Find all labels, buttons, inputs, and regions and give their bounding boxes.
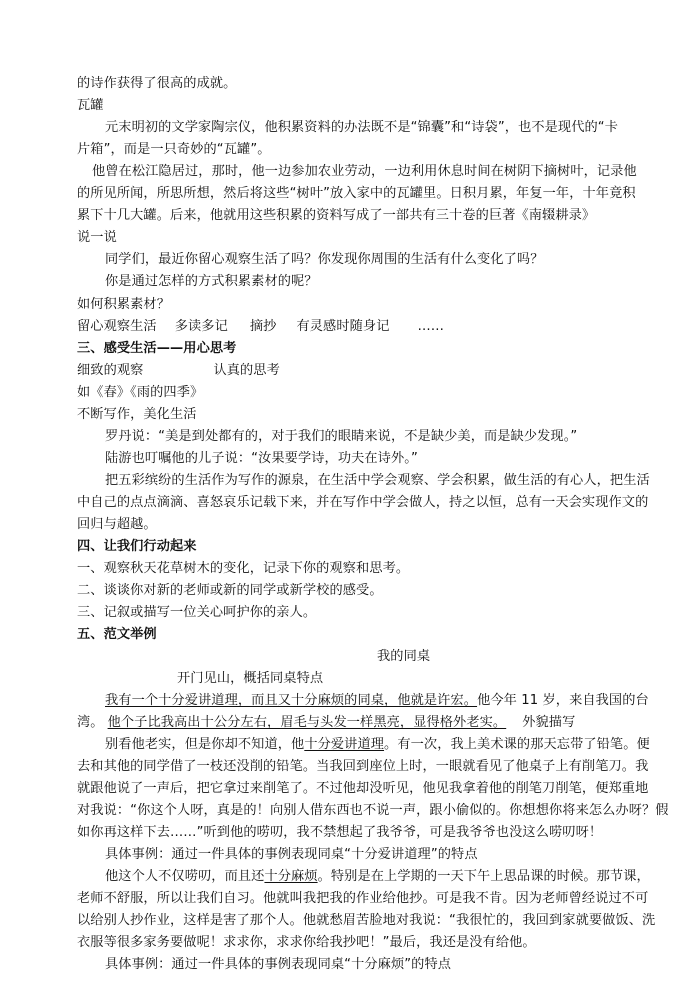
essay-line: 老师不舒服，所以让我们自习。他就叫我把我的作业给他抄。可是我不肯。因为老师曾经说过不可 (77, 891, 649, 906)
text-segment: 他这个人不仅唠叨，而且还 (105, 869, 265, 884)
essay-title: 我的同桌 (377, 649, 431, 664)
text-line: 你是通过怎样的方式积累素材的呢？ (105, 274, 318, 289)
essay-line: 以给别人抄作业，这样是害了那个人。他就愁眉苦脸地对我说：“我很忙的，我回到家就要做饭、洗 (77, 913, 656, 928)
text-segment: 别看他老实，但是你却不知道，他 (105, 737, 305, 752)
section-heading-4: 四、让我们行动起来 (77, 539, 197, 554)
serious-thinking: 认真的思考 (213, 363, 280, 378)
section-heading-5: 五、范文举例 (77, 627, 157, 642)
essay-line (105, 692, 649, 710)
text-segment: 。特别是在上学期的一天下午上思品课的时候。那节课， (317, 869, 650, 884)
annotation-example-1: 具体事例：通过一件具体的事例表现同桌“十分爱讲道理”的特点 (105, 847, 478, 862)
text-line: 同学们，最近你留心观察生活了吗？你发现你周围的生活有什么变化了吗？ (105, 252, 544, 267)
section-heading-3: 三、感受生活——用心思考 (77, 341, 237, 356)
annotation-appearance: 外貌描写 (522, 715, 576, 730)
text-line: 回归与超越。 (77, 517, 157, 532)
text-line: 片箱”，而是一只奇妙的“瓦罐”。 (77, 142, 271, 157)
annotation-opening: 开门见山，概括同桌特点 (177, 671, 324, 686)
text-segment: 他今年 11 岁，来自我国的台 (477, 693, 649, 708)
essay-line: 就跟他说了一声后，把它拿过来削笔了。不过他却没听见，他见我拿着他的削笔刀削笔，便郑重地 (77, 781, 649, 796)
method-read-write: 多读多记 (174, 319, 228, 334)
text-line: 的诗作获得了很高的成就。 (77, 76, 237, 91)
quote-luyou: 陆游也叮嘱他的儿子说：“汝果要学诗，功夫在诗外。” (105, 451, 418, 466)
text-line: 累下十几大罐。后来，他就用这些积累的资料写成了一部共有三十卷的巨著《南辍耕录》 (77, 208, 596, 223)
method-inspiration: 有灵感时随身记 (296, 319, 390, 334)
method-observe: 留心观察生活 (77, 319, 157, 334)
text-segment: 湾。 (77, 715, 104, 730)
underlined-appearance: 他个子比我高出十公分左右，眉毛与头发一样黑亮，显得格外老实。 (107, 715, 507, 730)
task-item-2: 二、谈谈你对新的老师或新的同学或新学校的感受。 (77, 583, 383, 598)
text-line: 元末明初的文学家陶宗仪，他积累资料的办法既不是“锦囊”和“诗袋”，也不是现代的“卡 (105, 120, 619, 135)
text-line: 不断写作，美化生活 (77, 407, 197, 422)
text-line: 他曾在松江隐居过，那时，他一边参加农业劳动，一边利用休息时间在树阴下摘树叶，记录他 (92, 164, 637, 179)
essay-line: 对我说：“你这个人呀，真是的！向别人借东西也不说一声，跟小偷似的。你想想你将来怎么办呀？假 (77, 803, 669, 818)
essay-line: 如你再这样下去……”听到他的唠叨，我不禁想起了我爷爷，可是我爷爷也没这么唠叨呀！ (77, 825, 603, 840)
task-item-3: 三、记叙或描写一位关心呵护你的亲人。 (77, 605, 317, 620)
text-line: 中自己的点点滴滴、喜怒哀乐记载下来，并在写作中学会做人，持之以恒，总有一天会实现作文的 (77, 495, 649, 510)
text-line: 把五彩缤纷的生活作为写作的源泉，在生活中学会观察、学会积累，做生活的有心人，把生活 (105, 473, 650, 488)
method-ellipsis: …… (417, 319, 445, 334)
underlined-intro: 我有一个十分爱讲道理，而且又十分麻烦的同桌，他就是许宏。 (105, 693, 478, 708)
method-excerpt: 摘抄 (249, 319, 277, 334)
essay-line: 去和其他的同学借了一枝还没削的铅笔。当我回到座位上时，一眼就看见了他桌子上有削笔刀。我 (77, 759, 649, 774)
subheading-shuo-yi-shuo: 说一说 (77, 230, 117, 245)
underlined-reasoning: 十分爱讲道理 (304, 737, 385, 752)
careful-observation: 细致的观察 (77, 363, 144, 378)
underlined-troublesome: 十分麻烦 (264, 869, 318, 884)
methods-line (77, 318, 444, 336)
text-segment: 。有一次，我上美术课的那天忘带了铅笔。便 (384, 737, 650, 752)
task-item-1: 一、观察秋天花草树木的变化，记录下你的观察和思考。 (77, 561, 410, 576)
essay-line (105, 736, 650, 754)
essay-line: 衣服等很多家务要做呢！求求你，求求你给我抄吧！”最后，我还是没有给他。 (77, 935, 536, 950)
text-line: 的所见所闻，所思所想，然后将这些“树叶”放入家中的瓦罐里。日积月累，年复一年，十年竟积 (77, 186, 636, 201)
subheading-how-to-accumulate: 如何积累素材？ (77, 297, 171, 312)
essay-line (105, 868, 650, 886)
annotation-example-2: 具体事例：通过一件具体的事例表现同桌“十分麻烦”的特点 (105, 957, 452, 972)
essay-line (77, 714, 575, 732)
text-line: 如《春》《雨的四季》 (77, 385, 204, 400)
quote-rodin: 罗丹说：“美是到处都有的，对于我们的眼睛来说，不是缺少美，而是缺少发现。” (105, 429, 578, 444)
observe-think-line (77, 362, 280, 380)
section-heading-wa-guan: 瓦罐 (77, 98, 104, 113)
